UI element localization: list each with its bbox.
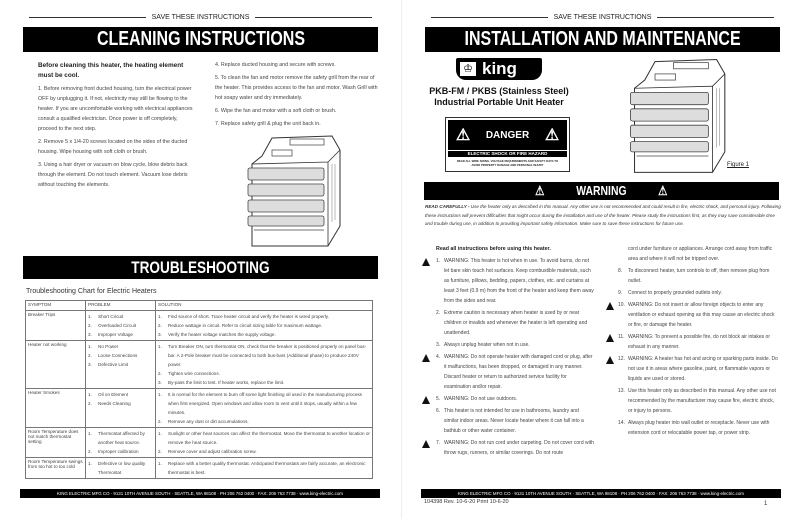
solution-cell [156,389,373,428]
problem-item: 2. Needs Cleaning [88,401,131,406]
header-solution: SOLUTION [156,301,373,311]
problem-item: 2. Loose Connections [88,353,138,358]
safety-list-item: 8. To disconnect heater, turn controls to off, then remove plug from outlet. [618,268,770,284]
crown-icon: ♔ [460,62,476,76]
problem-cell [86,428,156,458]
danger-hazard: ELECTRIC SHOCK OR FIRE HAZARD [448,151,567,157]
safety-list-item: 7. WARNING: Do not run cord under carpeting. Do not cover cord with throw rugs, runners, or similar coverings. Do not route [422,438,594,458]
problem-item: 1. Oil on Element [88,392,129,397]
warning-triangle-icon: ⚠ [544,127,560,144]
problem-item: 2. Improper calibration [88,449,139,454]
model-name: PKB-FM / PKBS (Stainless Steel) [429,86,569,96]
table-row [26,341,373,389]
safety-list-item: 14. Always plug heater into wall outlet or receptacle. Never use with extension cord or relocatable power tap, or power strip. [618,420,770,436]
danger-title: DANGER [485,129,530,141]
problem-item: 1. Thermostat affected by another heat source. [88,431,145,445]
warning-triangle-icon [422,440,430,448]
safety-list-item: 11. WARNING: To prevent a possible fire, do not block air intakes or exhaust in any manner. [606,332,778,352]
solution-item: 1. Find source of short. Trace heater circuit and verify the heater is wired properly. [158,314,330,319]
warning-triangle-icon [606,302,614,310]
warning-title: WARNING [576,183,627,198]
problem-cell [86,458,156,479]
document-revision: 104398 Rev. 10-6-20 Print 10-6-20 [424,499,509,505]
table-row [26,458,373,479]
warning-triangle-icon [606,356,614,364]
read-carefully-paragraph [425,203,781,229]
read-carefully-label: READ CAREFULLY - [425,204,470,209]
list-lead: Read all instructions before using this heater. [436,246,551,252]
product-heading [424,86,574,108]
solution-cell [156,341,373,389]
safety-list-item: 4. WARNING: Do not operate heater with damaged cord or plug, after it malfunctions, has been dropped, or damaged in any manner. Discard heater or return to authorized service facility for examination and/or repair. [422,352,594,392]
footer-address-bar: KING ELECTRIC MFG CO · 9131 10TH AVENUE SOUTH · SEATTLE, WA 98108 · PH 206 762 0400 · FAX: 206 763 7738 · www.king-electric.com [421,489,781,498]
solution-item: 1. Turn Breaker ON, turn thermostat ON, check that the breaker is positioned properly on panel bus-bar. A 2-Pole breaker must be connected to both bus-bars (Additional phase) to produce 240V power. [158,344,367,367]
warning-title-bar [424,182,779,200]
save-instructions-header: SAVE THESE INSTRUCTIONS [425,11,780,23]
problem-item: 1. No Power [88,344,119,349]
solution-item: 1. Replace with a better quality thermostat. Anticipated thermostats are fairly accurate, an electronic thermostat is best. [158,461,366,475]
safety-list-item: 5. WARNING: Do not use outdoors. [422,394,594,404]
product-subtitle: Industrial Portable Unit Heater [434,97,564,107]
problem-item: 1. Short Circuit [88,314,124,319]
solution-item: 1. It is normal for the element to burn off some light finishing oil used in the manufacturing process when first energized. Open windows and allow room to vent until it stops, usually within a few minutes. [158,392,362,415]
table-row [26,389,373,428]
heater-illustration [614,55,732,179]
safety-list-item: 2. Extreme caution is necessary when heater is used by or near children or invalids and whenever the heater is left operating and unattended. [436,310,588,336]
solution-cell [156,458,373,479]
cleaning-step: 7. Replace safety grill & plug the unit back in. [215,121,321,127]
symptom-cell: Heater Smokes [26,389,86,428]
problem-cell [86,389,156,428]
problem-cell [86,311,156,341]
footer-address-bar: KING ELECTRIC MFG CO · 9131 10TH AVENUE SOUTH · SEATTLE, WA 98108 · PH 206 762 0400 · FAX: 206 763 7738 · www.king-electric.com [20,489,380,498]
heater-illustration [232,134,347,250]
king-logo [456,58,542,80]
cleaning-column-2 [215,60,380,132]
problem-item: 2. Overloaded Circuit [88,323,137,328]
cleaning-step: 6. Wipe the fan and motor with a soft cloth or brush. [215,108,337,114]
read-carefully-text: Use the heater only as described in this manual. Any other use is not recommended and could result in fire, electric shock, and personal injury. Following these instructions will prevent difficulties that might occur during the installation and use of the heater. Please study the instructions first, as they may save considerable time and trouble during use, in addition to providing important safety information. Make sure to save these instructions for future use. [425,204,781,227]
solution-cell [156,428,373,458]
table-row [26,311,373,341]
cleaning-step: 3. Using a hair dryer or vacuum on blow cycle, blow debris back through the element. Do not touch element. Vacuum lose debris without touching the elements. [38,162,188,188]
solution-item: 2. Reduce wattage in circuit. Refer to circuit sizing table for maximum wattage. [158,323,323,328]
cleaning-column-1 [38,61,198,193]
figure-caption: Figure 1 [727,162,750,168]
danger-label [445,117,570,172]
solution-cell [156,311,373,341]
cleaning-step: 2. Remove 5 x 1/4-20 screws located on the sides of the ducted housing. Wipe housing with soft cloth or brush. [38,139,188,155]
safety-list-item: 1. WARNING: This heater is hot when in use. To avoid burns, do not let bare skin touch hot surfaces. Keep combustible materials, such as furniture, pillows, bedding, papers, clothes, etc. and curtains at least 3 feet (0.9 m) from the front of the heater and keep them away from the sides and rear. [422,256,594,306]
problem-cell [86,341,156,389]
safety-list-item: 12. WARNING: A heater has hot and arcing or sparking parts inside. Do not use it in areas where gasoline, paint, or flammable vapors or liquids are used or stored. [606,354,778,384]
solution-item: 2. Remove cover and adjust calibration screw. [158,449,257,454]
troubleshooting-table [25,300,373,479]
safety-list-item: 6. This heater is not intended for use in bathrooms, laundry and similar indoor areas. Never locate heater where it can fall into a bathtub or other water container. [436,408,584,434]
warning-triangle-icon: ⚠ [535,183,545,198]
logo-text: king [482,59,517,78]
cleaning-step: 1. Before removing front ducted housing, turn the electrical power OFF by unplugging it. If not, electricity may still be flowing to the heater. If you are uncomfortable working with electrical appliances consult a qualified electrician. Once power is off completely, proceed to the next step. [38,86,193,132]
list-item-continued: cord under furniture or appliances. Arrange cord away from traffic area and where it will not be tripped over. [628,246,773,262]
problem-item: 3. Improper Voltage [88,332,133,337]
solution-item: 2. Tighten wire connections. [158,371,220,376]
table-row [26,428,373,458]
cleaning-lead: Before cleaning this heater, the heating element must be cool. [38,62,184,79]
danger-note: READ ALL WIRE SIZING, VOLTAGE REQUIREMENTS AND SAFETY DATA TO AVOID PROPERTY DAMAGE AND PERSONAL INJURY [456,159,559,167]
installation-title-bar [425,27,780,52]
problem-item: 3. Defective Limit [88,362,129,367]
table-title: Troubleshooting Chart for Electric Heaters [26,288,157,295]
save-instructions-header: SAVE THESE INSTRUCTIONS [23,11,378,23]
safety-list-item: 13. Use this heater only as described in this manual. Any other use not recommended by the manufacturer may cause fire, electric shock, or injury to persons. [618,388,776,414]
cleaning-title-bar [23,27,378,52]
troubleshooting-table-wrap [25,300,373,479]
warning-triangle-icon [606,334,614,342]
safety-list-item: 10. WARNING: Do not insert or allow foreign objects to enter any ventilation or exhaust opening as this may cause an electric shock or fire, or damage the heater. [606,300,778,330]
solution-item: 1. Sunlight or other heat sources can affect the thermostat. Move the thermostat to another location or remove the heat source. [158,431,370,445]
warning-triangle-icon [422,354,430,362]
symptom-cell: Breaker Trips [26,311,86,341]
warning-triangle-icon [422,396,430,404]
cleaning-title: CLEANING INSTRUCTIONS [96,28,305,50]
header-problem: PROBLEM [86,301,156,311]
solution-item: 2. Remove any dust or dirt accumulations. [158,419,249,424]
safety-list-item: 9. Connect to properly grounded outlets only. [618,290,722,296]
safety-list-right [606,244,778,438]
safety-list-left [422,244,594,458]
safety-list-item: 3. Always unplug heater when not in use. [436,342,530,348]
troubleshooting-title-bar [23,256,378,279]
warning-triangle-icon: ⚠ [658,183,668,198]
cleaning-troubleshooting-page [0,0,400,519]
cleaning-step: 4. Replace ducted housing and secure with screws. [215,62,336,68]
symptom-cell: Room Temperature swings from too hot to too cold [26,458,86,479]
header-symptom: SYMPTOM [26,301,86,311]
troubleshooting-title: TROUBLESHOOTING [131,258,270,277]
installation-title: INSTALLATION AND MAINTENANCE [464,28,741,50]
warning-triangle-icon: ⚠ [455,127,471,144]
page-number: 1 [764,501,768,507]
cleaning-step: 5. To clean the fan and motor remove the safety grill from the rear of the heater. This provides access to the fan and motor. Wash Grill with hot soapy water and dry immediately. [215,75,378,101]
symptom-cell: Heater not working [26,341,86,389]
installation-maintenance-page [401,0,802,519]
solution-item: 3. By-pass the limit to test. If heater works, replace the limit. [158,380,285,385]
problem-item: 1. Defective or low quality Thermostat [88,461,146,475]
warning-triangle-icon [422,258,430,266]
solution-item: 3. Verify the heater voltage matches the supply voltage. [158,332,276,337]
symptom-cell: Room Temperature does not match thermostat setting [26,428,86,458]
